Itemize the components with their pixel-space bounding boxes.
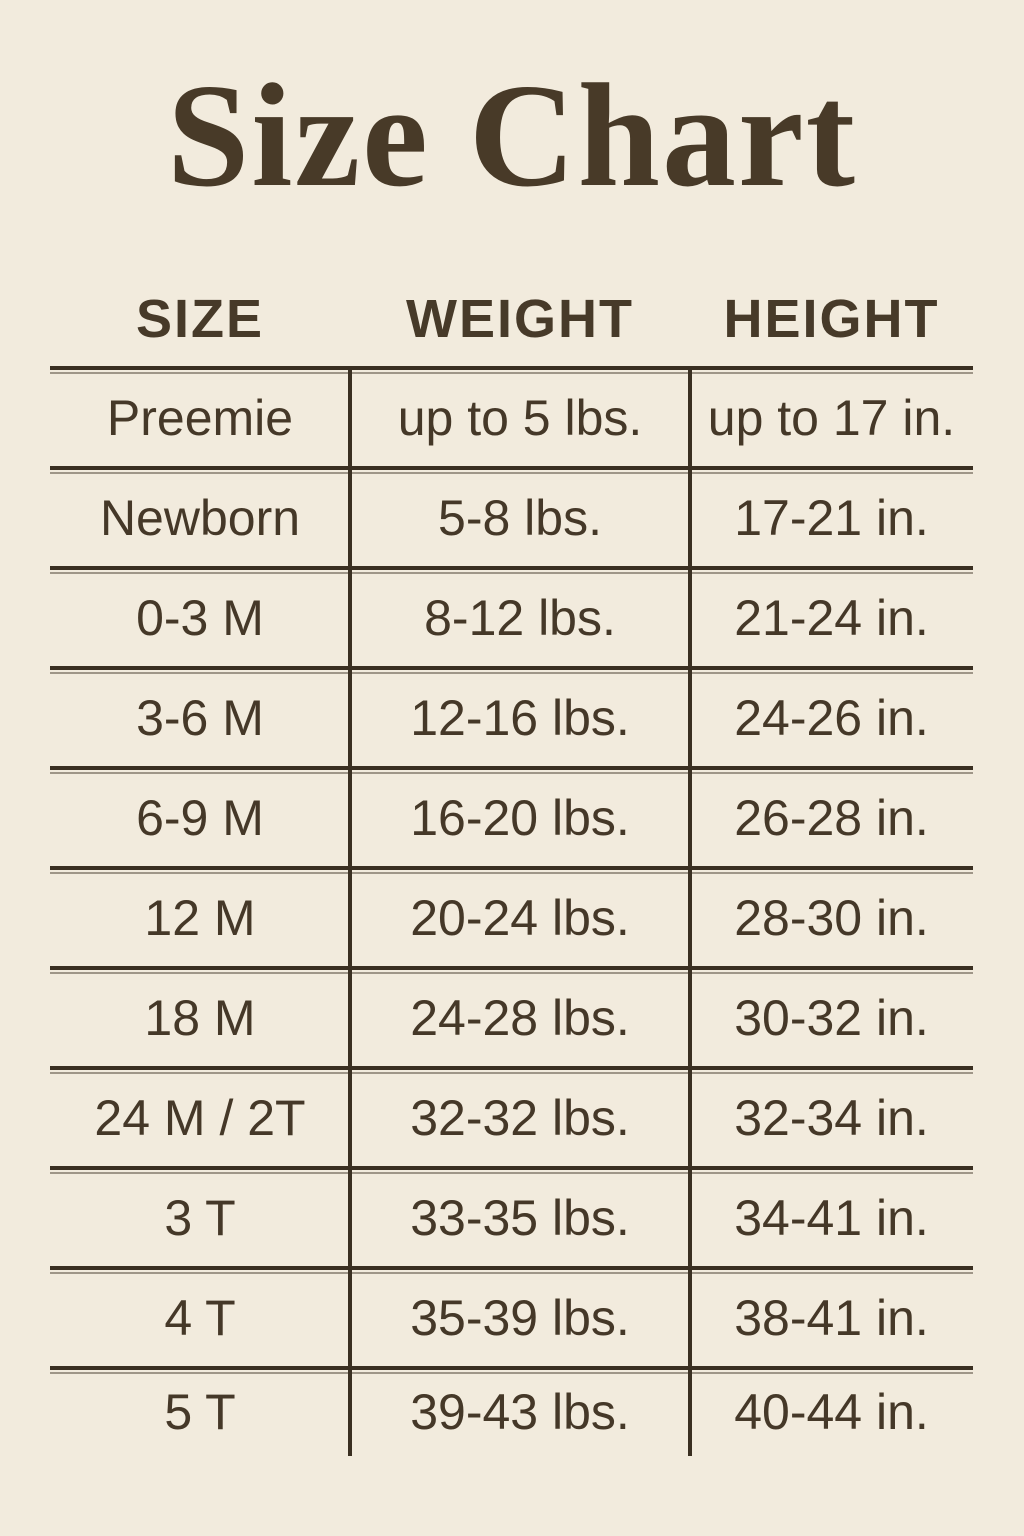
size-cell: 0-3 M	[136, 590, 264, 646]
weight-cell: 35-39 lbs.	[410, 1290, 630, 1346]
table-row	[50, 668, 973, 768]
table-header-row	[50, 270, 973, 368]
size-cell: 5 T	[164, 1384, 236, 1440]
table-row	[50, 1268, 973, 1368]
weight-cell: 16-20 lbs.	[410, 790, 630, 846]
height-cell: up to 17 in.	[707, 390, 956, 446]
weight-cell: 33-35 lbs.	[410, 1190, 630, 1246]
weight-cell: 32-32 lbs.	[410, 1090, 630, 1146]
size-cell: 3-6 M	[136, 690, 264, 746]
size-cell: 12 M	[144, 890, 256, 946]
size-cell: 24 M / 2T	[94, 1090, 306, 1146]
table-row	[50, 768, 973, 868]
height-cell: 34-41 in.	[734, 1190, 929, 1246]
table-rows	[50, 368, 973, 1456]
table-row	[50, 1368, 973, 1456]
weight-cell: 12-16 lbs.	[410, 690, 630, 746]
height-cell: 30-32 in.	[734, 990, 929, 1046]
weight-cell: 24-28 lbs.	[410, 990, 630, 1046]
weight-cell: 5-8 lbs.	[438, 490, 602, 546]
size-cell: 3 T	[164, 1190, 236, 1246]
table-row	[50, 968, 973, 1068]
page-title: Size Chart	[167, 54, 857, 218]
size-cell: 6-9 M	[136, 790, 264, 846]
header-cell-size: SIZE	[135, 289, 265, 349]
weight-cell: up to 5 lbs.	[397, 390, 643, 446]
size-table	[50, 270, 973, 1456]
table-row	[50, 1068, 973, 1168]
height-cell: 26-28 in.	[734, 790, 929, 846]
table-row	[50, 1168, 973, 1268]
height-cell: 17-21 in.	[734, 490, 929, 546]
size-cell: Newborn	[99, 490, 301, 546]
weight-cell: 8-12 lbs.	[424, 590, 616, 646]
height-cell: 21-24 in.	[734, 590, 929, 646]
table-row	[50, 568, 973, 668]
height-cell: 32-34 in.	[734, 1090, 929, 1146]
weight-cell: 39-43 lbs.	[410, 1384, 630, 1440]
height-cell: 38-41 in.	[734, 1290, 929, 1346]
size-cell: Preemie	[106, 390, 294, 446]
table-row	[50, 468, 973, 568]
height-cell: 40-44 in.	[734, 1384, 929, 1440]
table-row	[50, 368, 973, 468]
header-cell-weight: WEIGHT	[406, 289, 634, 349]
height-cell: 24-26 in.	[734, 690, 929, 746]
header-cell-height: HEIGHT	[723, 289, 940, 349]
weight-cell: 20-24 lbs.	[410, 890, 630, 946]
size-cell: 18 M	[144, 990, 256, 1046]
size-cell: 4 T	[164, 1290, 236, 1346]
table-row	[50, 868, 973, 968]
height-cell: 28-30 in.	[734, 890, 929, 946]
